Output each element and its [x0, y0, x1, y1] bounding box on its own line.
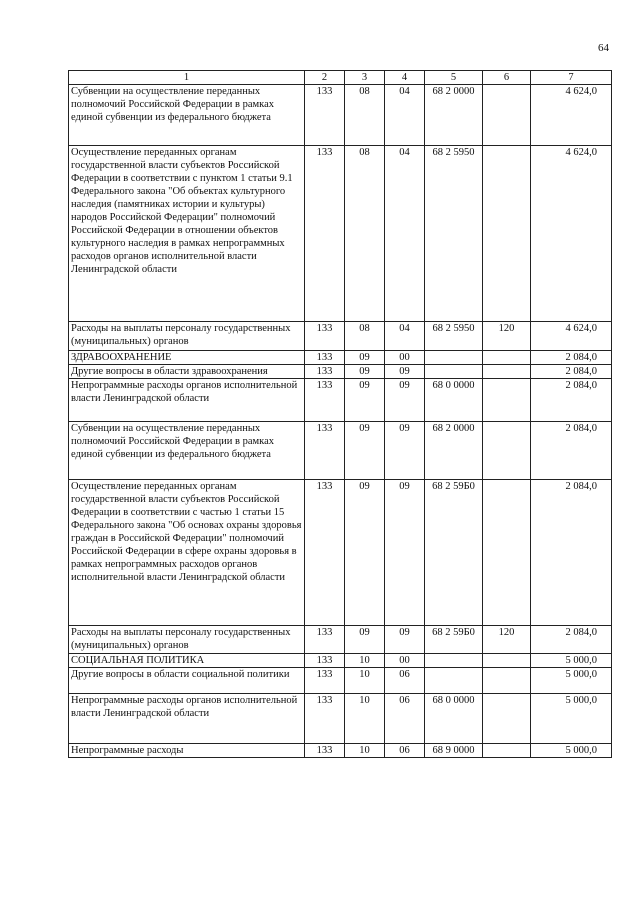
row-cell: 09	[345, 480, 385, 626]
row-cell: 133	[305, 694, 345, 744]
row-cell: 00	[385, 654, 425, 668]
row-cell: 09	[385, 422, 425, 480]
row-amount: 5 000,0	[531, 744, 612, 758]
row-amount: 2 084,0	[531, 365, 612, 379]
row-cell: 68 2 59Б0	[425, 626, 483, 654]
table-row	[69, 365, 612, 379]
row-cell: 68 2 0000	[425, 422, 483, 480]
row-name: Другие вопросы в области социальной политики	[69, 668, 305, 694]
row-name: СОЦИАЛЬНАЯ ПОЛИТИКА	[69, 654, 305, 668]
row-cell	[483, 744, 531, 758]
row-cell: 10	[345, 668, 385, 694]
row-cell: 10	[345, 654, 385, 668]
row-amount: 4 624,0	[531, 85, 612, 146]
table-row	[69, 422, 612, 480]
row-cell: 133	[305, 480, 345, 626]
row-name: ЗДРАВООХРАНЕНИЕ	[69, 351, 305, 365]
budget-table	[68, 70, 612, 758]
row-cell	[425, 668, 483, 694]
row-cell: 06	[385, 744, 425, 758]
table-row	[69, 351, 612, 365]
row-cell: 08	[345, 146, 385, 322]
row-name: Непрограммные расходы органов исполнительной власти Ленинградской области	[69, 694, 305, 744]
row-amount: 5 000,0	[531, 668, 612, 694]
column-header: 7	[531, 71, 612, 85]
row-cell: 68 2 5950	[425, 322, 483, 351]
column-header: 6	[483, 71, 531, 85]
column-header: 1	[69, 71, 305, 85]
column-header: 5	[425, 71, 483, 85]
row-cell: 09	[385, 379, 425, 422]
row-cell: 06	[385, 694, 425, 744]
table-row	[69, 654, 612, 668]
table-row	[69, 322, 612, 351]
row-name: Расходы на выплаты персоналу государственных (муниципальных) органов	[69, 626, 305, 654]
row-cell: 10	[345, 694, 385, 744]
row-name: Осуществление переданных органам государственной власти субъектов Российской Федерации в соответствии с частью 1 статьи 15 Федерального закона "Об основах охраны здоровья граждан в Российской Федерации" полномочий Российской Федерации в сфере охраны здоровья в рамках непрограммных расходов органов исполнительной власти Ленинградской области	[69, 480, 305, 626]
row-cell: 120	[483, 626, 531, 654]
row-cell: 00	[385, 351, 425, 365]
row-cell: 06	[385, 668, 425, 694]
row-amount: 2 084,0	[531, 480, 612, 626]
row-cell	[483, 668, 531, 694]
row-cell: 04	[385, 322, 425, 351]
row-cell: 09	[385, 365, 425, 379]
column-header: 3	[345, 71, 385, 85]
column-header: 4	[385, 71, 425, 85]
row-amount: 5 000,0	[531, 694, 612, 744]
row-name: Субвенции на осуществление переданных полномочий Российской Федерации в рамках единой субвенции из федерального бюджета	[69, 85, 305, 146]
row-cell: 133	[305, 365, 345, 379]
row-amount: 2 084,0	[531, 379, 612, 422]
table-row	[69, 379, 612, 422]
row-cell	[483, 480, 531, 626]
row-cell: 68 2 59Б0	[425, 480, 483, 626]
row-name: Расходы на выплаты персоналу государственных (муниципальных) органов	[69, 322, 305, 351]
row-cell: 10	[345, 744, 385, 758]
row-amount: 2 084,0	[531, 422, 612, 480]
row-cell: 09	[385, 626, 425, 654]
row-amount: 4 624,0	[531, 146, 612, 322]
row-cell: 133	[305, 351, 345, 365]
row-cell: 133	[305, 422, 345, 480]
row-cell: 09	[345, 422, 385, 480]
row-cell	[483, 85, 531, 146]
table-row	[69, 480, 612, 626]
row-cell: 09	[345, 379, 385, 422]
row-cell: 133	[305, 146, 345, 322]
row-amount: 5 000,0	[531, 654, 612, 668]
table-row	[69, 744, 612, 758]
table-row	[69, 668, 612, 694]
row-cell: 09	[345, 626, 385, 654]
row-cell: 133	[305, 668, 345, 694]
row-cell: 133	[305, 626, 345, 654]
row-amount: 4 624,0	[531, 322, 612, 351]
row-cell	[483, 422, 531, 480]
row-amount: 2 084,0	[531, 626, 612, 654]
row-name: Другие вопросы в области здравоохранения	[69, 365, 305, 379]
table-row	[69, 85, 612, 146]
row-cell	[425, 365, 483, 379]
row-cell	[483, 654, 531, 668]
column-header: 2	[305, 71, 345, 85]
row-amount: 2 084,0	[531, 351, 612, 365]
table-row	[69, 694, 612, 744]
row-cell: 68 2 0000	[425, 85, 483, 146]
row-cell: 04	[385, 85, 425, 146]
table-row	[69, 146, 612, 322]
row-cell	[483, 379, 531, 422]
row-cell: 68 0 0000	[425, 694, 483, 744]
table-row	[69, 626, 612, 654]
row-name: Субвенции на осуществление переданных полномочий Российской Федерации в рамках единой субвенции из федерального бюджета	[69, 422, 305, 480]
row-cell: 68 9 0000	[425, 744, 483, 758]
row-cell: 133	[305, 654, 345, 668]
row-cell: 68 2 5950	[425, 146, 483, 322]
row-cell	[483, 694, 531, 744]
row-cell: 09	[345, 365, 385, 379]
table-header-row	[69, 71, 612, 85]
row-cell	[483, 146, 531, 322]
row-cell: 09	[345, 351, 385, 365]
row-name: Осуществление переданных органам государственной власти субъектов Российской Федерации в соответствии с пунктом 1 статьи 9.1 Федерального закона "Об объектах культурного наследия (памятниках истории и культуры) народов Российской Федерации" полномочий Российской Федерации в отношении объектов культурного наследия в рамках непрограммных расходов органов исполнительной власти Ленинградской области	[69, 146, 305, 322]
row-cell: 133	[305, 744, 345, 758]
row-cell: 04	[385, 146, 425, 322]
row-cell: 133	[305, 85, 345, 146]
row-cell: 133	[305, 322, 345, 351]
row-cell: 09	[385, 480, 425, 626]
row-cell	[483, 365, 531, 379]
row-cell: 08	[345, 85, 385, 146]
row-name: Непрограммные расходы	[69, 744, 305, 758]
row-cell	[425, 351, 483, 365]
page-number: 64	[598, 42, 609, 54]
row-name: Непрограммные расходы органов исполнительной власти Ленинградской области	[69, 379, 305, 422]
row-cell	[425, 654, 483, 668]
row-cell: 120	[483, 322, 531, 351]
row-cell: 08	[345, 322, 385, 351]
row-cell	[483, 351, 531, 365]
row-cell: 133	[305, 379, 345, 422]
row-cell: 68 0 0000	[425, 379, 483, 422]
